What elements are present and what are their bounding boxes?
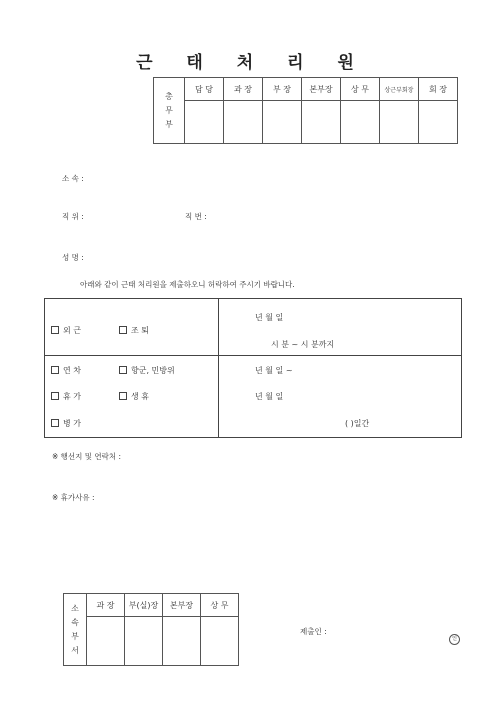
bottom-approval-table — [63, 593, 239, 666]
sign-box[interactable] — [341, 101, 380, 144]
date-line-1: 년 월 일 — [255, 313, 284, 322]
sign-box[interactable] — [125, 617, 163, 666]
option-vacation[interactable]: 휴 가 — [51, 391, 81, 402]
reason-note: ※ 휴가사유 : — [52, 493, 95, 502]
checkbox-icon[interactable] — [119, 366, 127, 374]
checkbox-icon[interactable] — [51, 366, 59, 374]
contact-note: ※ 행선지 및 연락처 : — [52, 452, 122, 461]
checkbox-icon[interactable] — [119, 392, 127, 400]
checkbox-icon[interactable] — [51, 392, 59, 400]
name-label: 성 명 : — [62, 253, 84, 262]
approval-header-division-head: 본부장 — [302, 78, 341, 101]
approval-header-staff: 담 당 — [185, 78, 224, 101]
approval-header-vice-chair: 상근부회장 — [380, 78, 419, 101]
approval-header-chair: 회 장 — [419, 78, 458, 101]
sign-box[interactable] — [185, 101, 224, 144]
approval-header-executive: 상 무 — [201, 594, 239, 617]
approval-header-dept-head: 부(실)장 — [125, 594, 163, 617]
option-annual-leave[interactable]: 연 차 — [51, 365, 81, 376]
time-range: 시 분 ~ 시 분까지 — [271, 340, 335, 349]
request-statement: 아래와 같이 근태 처리원을 제출하오니 허락하여 주시기 바랍니다. — [80, 280, 295, 289]
option-early-leave[interactable]: 조 퇴 — [119, 325, 149, 336]
sign-box[interactable] — [380, 101, 419, 144]
approval-header-division-head: 본부장 — [163, 594, 201, 617]
top-approval-table — [153, 77, 458, 144]
position-label: 직 위 : — [62, 212, 84, 221]
employee-no-label: 직 번 : — [185, 212, 207, 221]
sign-box[interactable] — [419, 101, 458, 144]
approval-header-manager: 과 장 — [87, 594, 125, 617]
checkbox-icon[interactable] — [51, 419, 59, 427]
sign-box[interactable] — [302, 101, 341, 144]
option-reserve[interactable]: 향군, 민방위 — [119, 365, 175, 376]
document-title: 근 태 처 리 원 — [136, 53, 368, 73]
submitter-label: 제출인 : — [300, 627, 327, 636]
approval-header-executive: 상 무 — [341, 78, 380, 101]
sign-box[interactable] — [263, 101, 302, 144]
approval-header-manager: 과 장 — [224, 78, 263, 101]
date-line-3: 년 월 일 ~ — [255, 366, 293, 375]
affiliation-label: 소 속 : — [62, 174, 84, 183]
option-condolence[interactable]: 생 휴 — [119, 391, 149, 402]
checkbox-icon[interactable] — [51, 326, 59, 334]
sign-box[interactable] — [87, 617, 125, 666]
dept-label: 총 무 부 — [154, 78, 185, 144]
option-outing[interactable]: 외 근 — [51, 325, 81, 336]
sign-box[interactable] — [224, 101, 263, 144]
date-line-4: 년 월 일 — [255, 392, 284, 401]
sign-box[interactable] — [163, 617, 201, 666]
approval-header-director: 부 장 — [263, 78, 302, 101]
leave-type-table — [44, 298, 462, 438]
dept-label: 소 속 부 서 — [64, 594, 87, 666]
checkbox-icon[interactable] — [119, 326, 127, 334]
option-sick[interactable]: 병 가 — [51, 418, 81, 429]
sign-box[interactable] — [201, 617, 239, 666]
days-count: ( )일간 — [345, 419, 370, 428]
seal-icon: 인 — [449, 625, 460, 645]
